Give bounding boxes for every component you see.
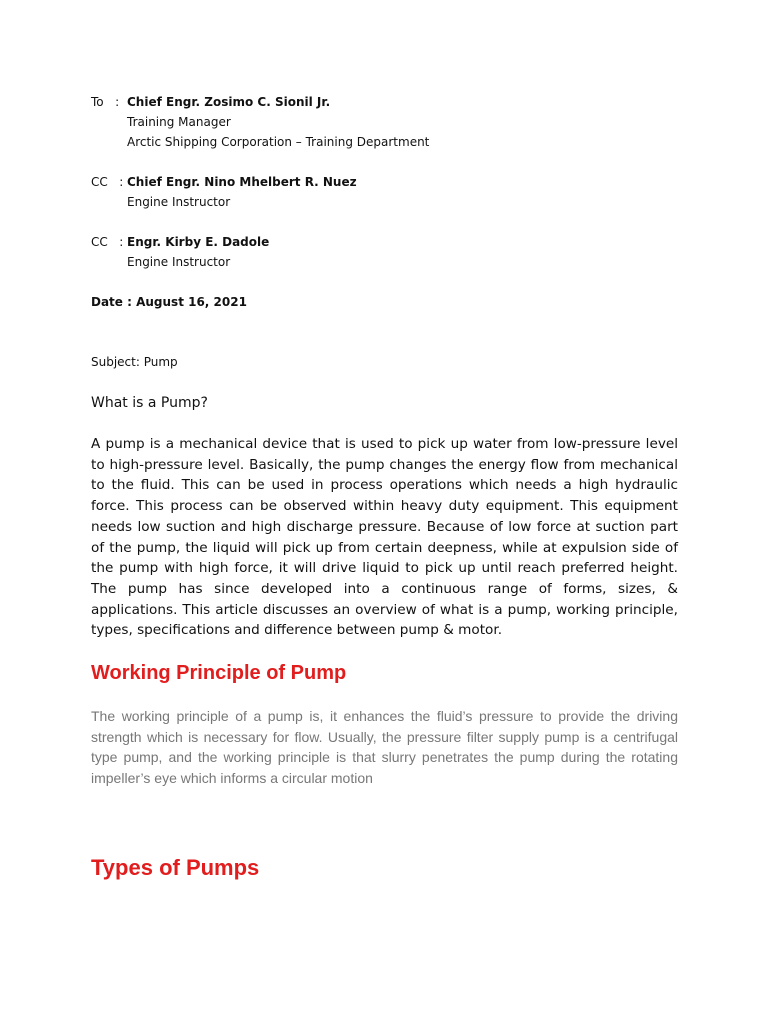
memo-cc2-row bbox=[91, 232, 269, 252]
memo-to-title: Training Manager bbox=[127, 115, 231, 129]
memo-to-name: Chief Engr. Zosimo C. Sionil Jr. bbox=[127, 95, 331, 109]
memo-cc1-row bbox=[91, 172, 357, 192]
intro-paragraph: A pump is a mechanical device that is used to pick up water from low-pressure level to high-pressure level. Basically, the pump changes the energy flow from mechanical to the fluid. This can be used in process operations which needs a high hydraulic force. This process can be observed within heavy duty equipment. This equipment needs low suction and high discharge pressure. Because of low force at suction part of the pump, the liquid will pick up from certain deepness, while at expulsion side of the pump with high force, it will drive liquid to pick up until reach preferred height. The pump has since developed into a continuous range of forms, sizes, & applications. This article discusses an overview of what is a pump, working principle, types, specifications and difference between pump & motor. bbox=[91, 436, 678, 639]
memo-cc1-block bbox=[91, 172, 357, 212]
memo-to-row bbox=[91, 92, 429, 112]
memo-cc1-key: CC : bbox=[91, 175, 124, 189]
memo-subject: Subject: Pump bbox=[91, 355, 178, 369]
memo-to-key: To : bbox=[91, 95, 120, 109]
memo-cc2-block bbox=[91, 232, 269, 272]
memo-cc2-title: Engine Instructor bbox=[127, 255, 231, 269]
memo-to-block bbox=[91, 92, 429, 152]
memo-date: Date : August 16, 2021 bbox=[91, 295, 247, 309]
memo-cc2-name: Engr. Kirby E. Dadole bbox=[127, 235, 270, 249]
working-principle-paragraph: The working principle of a pump is, it enhances the fluid’s pressure to provide the driving strength which is necessary for flow. Usually, the pressure filter supply pump is a centrifugal type pump, and the working principle is that slurry penetrates the pump during the rotating impeller’s eye which informs a circular motion bbox=[91, 708, 678, 786]
memo-cc1-name: Chief Engr. Nino Mhelbert R. Nuez bbox=[127, 175, 357, 189]
memo-cc1-title: Engine Instructor bbox=[127, 195, 231, 209]
memo-to-org: Arctic Shipping Corporation – Training Department bbox=[127, 135, 430, 149]
memo-cc2-key: CC : bbox=[91, 235, 124, 249]
section-question: What is a Pump? bbox=[91, 395, 208, 411]
working-principle-heading: Working Principle of Pump bbox=[91, 662, 347, 684]
types-heading: Types of Pumps bbox=[91, 855, 260, 880]
